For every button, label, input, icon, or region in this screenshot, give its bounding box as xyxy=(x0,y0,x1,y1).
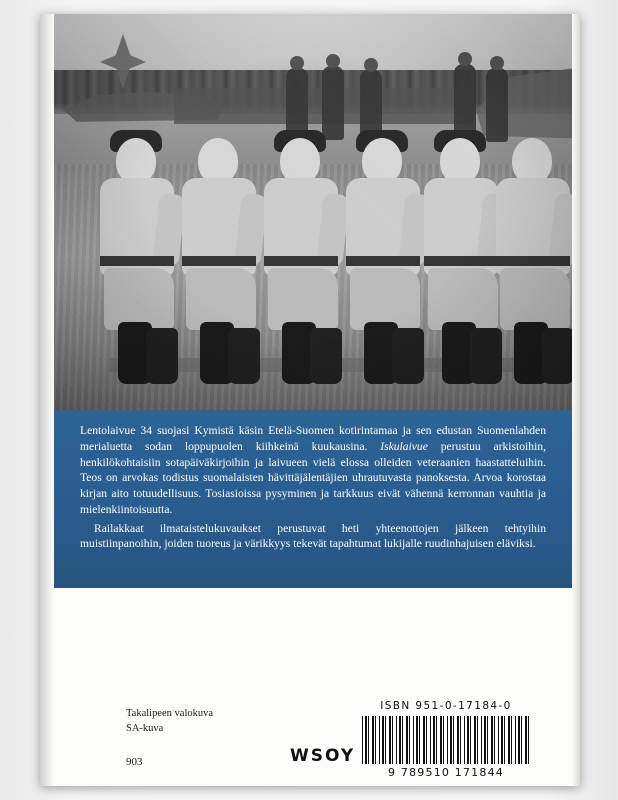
cover-right-edge xyxy=(572,14,580,786)
photo-credit-line-1: Takalipeen valokuva xyxy=(126,708,214,719)
back-cover-blurb-panel xyxy=(54,410,572,588)
isbn-barcode-block xyxy=(362,700,530,779)
blurb-paragraph-1: Lentolaivue 34 suojasi Kymistä käsin Etelä-Suomen kotirintamaa ja sen edustan Suomenlahden merialuetta sodan loppupuolen kiihkeinä kuukausina. Iskulaivue perustuu arkistoihin, henkilökohtaisiin sotapäiväkirjoihin ja laivueen vielä elossa olleiden veteraanien haastatteluihin. Teos on arvokas todistus suomalaisten hävittäjälentäjien uhrautuvasta panoksesta. Arvoa korostaa kirjan aito totuudellisuus. Tosiasioissa pysyminen ja tarkkuus eivät vähennä kerronnan vauhtia ja mielenkiintoisuutta. xyxy=(80,424,546,516)
cover-photograph xyxy=(54,14,572,410)
isbn-label-and-number xyxy=(362,700,530,712)
spine-edge xyxy=(40,14,54,786)
photo-credit-line-2: SA-kuva xyxy=(126,723,164,735)
barcode-bars xyxy=(362,716,530,764)
barcode-digits: 9 789510 171844 xyxy=(388,766,504,779)
page-number: 903 xyxy=(126,756,143,768)
blurb-paragraph-2: Railakkaat ilmataistelukuvaukset perustuvat heti yhteenottojen jälkeen tehtyihin muistiinpanoihin, joiden tuoreus ja värikkyys tekevät tapahtumat lukijalle ruudinhajuisen eläviksi. xyxy=(80,521,546,551)
blurb-book-title: Iskulaivue xyxy=(380,439,428,453)
isbn-label: ISBN xyxy=(380,700,411,712)
cover-lower-section xyxy=(54,588,572,786)
photo-credits xyxy=(126,706,213,736)
publisher-logo: WSOY xyxy=(290,746,356,766)
isbn-number: 951-0-17184-0 xyxy=(415,700,512,712)
photo-vignette-overlay xyxy=(54,14,572,410)
book-back-cover xyxy=(40,14,580,786)
